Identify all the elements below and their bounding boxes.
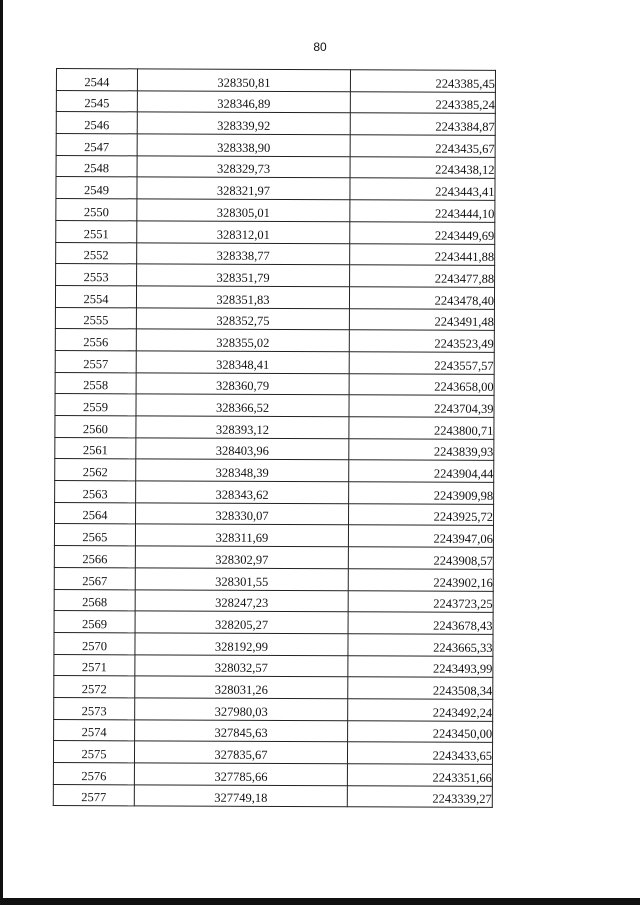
point-number-cell: 2561 [55,437,136,459]
x-coordinate-cell: 328355,02 [136,329,349,352]
y-coordinate-cell: 2243385,24 [350,91,495,113]
point-number-cell: 2547 [56,134,137,156]
x-coordinate-cell: 328032,57 [135,654,348,677]
y-coordinate-cell: 2243438,12 [350,157,495,179]
point-number-cell: 2559 [55,394,136,416]
x-coordinate-cell: 328339,92 [137,112,350,135]
y-coordinate-cell: 2243800,71 [349,417,494,439]
x-coordinate-cell: 328351,83 [136,286,349,309]
table-row [54,567,493,591]
coordinate-table-body [53,69,495,808]
x-coordinate-cell: 327980,03 [135,698,348,721]
x-coordinate-cell: 328348,39 [136,459,349,482]
x-coordinate-cell: 328346,89 [137,91,350,114]
x-coordinate-cell: 328403,96 [136,438,349,461]
y-coordinate-cell: 2243385,45 [350,70,495,92]
x-coordinate-cell: 327835,67 [134,741,347,764]
point-number-cell: 2549 [56,177,137,199]
y-coordinate-cell: 2243491,48 [349,308,494,330]
y-coordinate-cell: 2243339,27 [347,785,492,807]
x-coordinate-cell: 328205,27 [135,611,348,634]
point-number-cell: 2545 [56,90,137,112]
point-number-cell: 2557 [55,350,136,372]
page-edge-left [0,0,3,905]
y-coordinate-cell: 2243909,98 [349,482,494,504]
table-row [56,155,495,179]
table-row [56,90,495,114]
x-coordinate-cell: 328366,52 [136,394,349,417]
table-row [56,69,495,93]
table-row [56,199,495,223]
table-row [55,459,494,483]
x-coordinate-cell: 328348,41 [136,351,349,374]
point-number-cell: 2568 [54,589,135,611]
x-coordinate-cell: 328302,97 [135,546,348,569]
table-row [56,220,495,244]
y-coordinate-cell: 2243493,99 [348,655,493,677]
x-coordinate-cell: 328305,01 [137,199,350,222]
table-row [55,502,494,526]
y-coordinate-cell: 2243904,44 [349,460,494,482]
x-coordinate-cell: 328301,55 [135,568,348,591]
x-coordinate-cell: 328031,26 [135,676,348,699]
y-coordinate-cell: 2243492,24 [348,699,493,721]
y-coordinate-cell: 2243947,06 [348,525,493,547]
y-coordinate-cell: 2243384,87 [350,113,495,135]
table-row [55,394,494,418]
point-number-cell: 2566 [54,546,135,568]
point-number-cell: 2555 [55,307,136,329]
table-row [55,372,494,396]
table-row [53,741,492,765]
page-number: 80 [313,40,327,54]
table-row [56,242,495,266]
y-coordinate-cell: 2243908,57 [348,547,493,569]
y-coordinate-cell: 2243723,25 [348,590,493,612]
x-coordinate-cell: 328329,73 [137,156,350,179]
y-coordinate-cell: 2243658,00 [349,373,494,395]
table-row [54,632,493,656]
y-coordinate-cell: 2243449,69 [350,222,495,244]
coordinate-table [53,68,496,808]
table-row [54,524,493,548]
point-number-cell: 2552 [56,242,137,264]
y-coordinate-cell: 2243678,43 [348,612,493,634]
point-number-cell: 2563 [55,481,136,503]
point-number-cell: 2571 [54,654,135,676]
y-coordinate-cell: 2243443,41 [350,178,495,200]
x-coordinate-cell: 328312,01 [137,221,350,244]
point-number-cell: 2567 [54,567,135,589]
point-number-cell: 2576 [53,762,134,784]
point-number-cell: 2562 [55,459,136,481]
x-coordinate-cell: 328350,81 [137,69,350,92]
y-coordinate-cell: 2243450,00 [348,720,493,742]
x-coordinate-cell: 328192,99 [135,633,348,656]
table-row [54,611,493,635]
y-coordinate-cell: 2243478,40 [349,287,494,309]
point-number-cell: 2554 [55,285,136,307]
table-row [55,437,494,461]
y-coordinate-cell: 2243902,16 [348,569,493,591]
y-coordinate-cell: 2243508,34 [348,677,493,699]
point-number-cell: 2560 [55,415,136,437]
y-coordinate-cell: 2243925,72 [349,504,494,526]
table-row [53,762,492,786]
table-row [54,697,493,721]
x-coordinate-cell: 328393,12 [136,416,349,439]
table-row [55,481,494,505]
y-coordinate-cell: 2243435,67 [350,135,495,157]
x-coordinate-cell: 328321,97 [137,177,350,200]
y-coordinate-cell: 2243444,10 [350,200,495,222]
point-number-cell: 2551 [56,220,137,242]
x-coordinate-cell: 327749,18 [134,785,347,808]
table-row [56,177,495,201]
x-coordinate-cell: 328338,77 [137,242,350,265]
y-coordinate-cell: 2243433,65 [347,742,492,764]
y-coordinate-cell: 2243351,66 [347,764,492,786]
table-row [56,112,495,136]
x-coordinate-cell: 328352,75 [136,307,349,330]
point-number-cell: 2550 [56,199,137,221]
y-coordinate-cell: 2243557,57 [349,352,494,374]
x-coordinate-cell: 328330,07 [136,503,349,526]
y-coordinate-cell: 2243704,39 [349,395,494,417]
point-number-cell: 2548 [56,155,137,177]
point-number-cell: 2575 [53,741,134,763]
point-number-cell: 2573 [54,697,135,719]
point-number-cell: 2572 [54,676,135,698]
point-number-cell: 2544 [56,69,137,91]
table-row [56,264,495,288]
table-row [55,285,494,309]
x-coordinate-cell: 328247,23 [135,589,348,612]
point-number-cell: 2564 [55,502,136,524]
point-number-cell: 2574 [54,719,135,741]
y-coordinate-cell: 2243477,88 [350,265,495,287]
point-number-cell: 2577 [53,784,134,806]
y-coordinate-cell: 2243665,33 [348,634,493,656]
x-coordinate-cell: 327785,66 [134,763,347,786]
point-number-cell: 2546 [56,112,137,134]
point-number-cell: 2556 [55,329,136,351]
x-coordinate-cell: 328311,69 [135,524,348,547]
x-coordinate-cell: 328360,79 [136,372,349,395]
x-coordinate-cell: 328343,62 [136,481,349,504]
table-row [54,654,493,678]
table-row [55,350,494,374]
y-coordinate-cell: 2243839,93 [349,438,494,460]
table-row [54,589,493,613]
point-number-cell: 2558 [55,372,136,394]
point-number-cell: 2565 [54,524,135,546]
y-coordinate-cell: 2243441,88 [350,243,495,265]
x-coordinate-cell: 328338,90 [137,134,350,157]
table-row [55,329,494,353]
table-row [56,134,495,158]
x-coordinate-cell: 327845,63 [135,719,348,742]
table-row [55,415,494,439]
page-edge-bottom [0,898,640,905]
x-coordinate-cell: 328351,79 [137,264,350,287]
table-row [54,719,493,743]
y-coordinate-cell: 2243523,49 [349,330,494,352]
point-number-cell: 2570 [54,632,135,654]
table-row [53,784,492,808]
table-row [54,676,493,700]
point-number-cell: 2569 [54,611,135,633]
table-row [54,546,493,570]
point-number-cell: 2553 [56,264,137,286]
table-row [55,307,494,331]
